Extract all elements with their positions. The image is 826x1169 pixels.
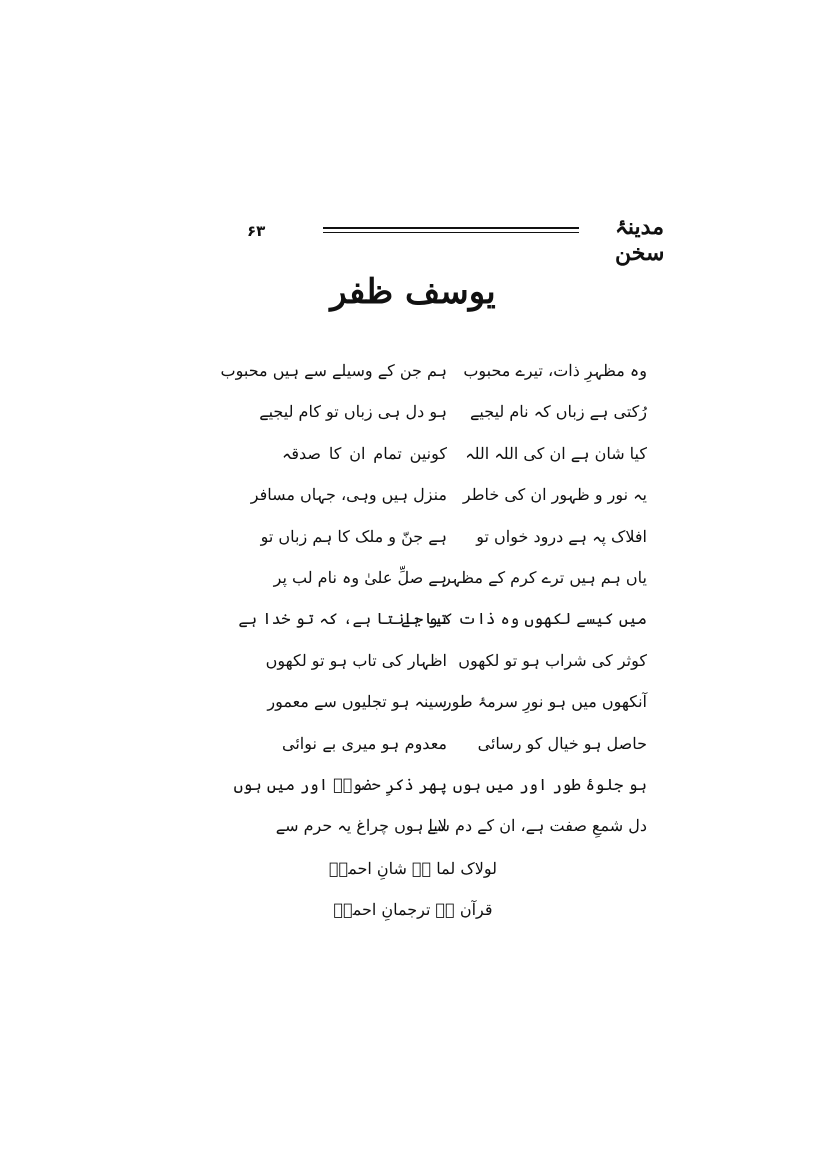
couplet	[0, 398, 826, 439]
misra-first: حاصل ہو خیال کو رسائی	[477, 733, 647, 753]
couplet	[0, 605, 826, 646]
header-double-rule	[323, 227, 579, 233]
misra-first: کیا شان ہے ان کی اللہ اللہ	[465, 443, 647, 463]
running-title: مدینۂ سخن	[615, 214, 665, 266]
couplet	[0, 730, 826, 771]
misra-first: میں کیسے لکھوں وہ ذات کیا ہے	[400, 609, 647, 629]
couplet	[0, 523, 826, 564]
misra-second: ہو دل ہی زباں تو کام لیجیے	[259, 402, 447, 422]
page-header	[0, 210, 826, 266]
misra-first: یہ نور و ظہور ان کی خاطر	[462, 485, 647, 505]
misra-second: معدوم ہو میری بے نوائی	[282, 733, 447, 753]
misra-second: تو جانتا ہے، کہ تو خدا ہے	[238, 609, 447, 629]
couplet	[0, 481, 826, 522]
misra-second: لایا ہوں چراغ یہ حرم سے	[275, 816, 447, 836]
misra-second: سینہ ہو تجلیوں سے معمور	[267, 692, 447, 712]
misra-second: منزل ہیں وہی، جہاں مسافر	[250, 485, 447, 505]
closing-line: قرآن ہے ترجمانِ احمدؐ	[333, 900, 493, 919]
misra-second: پھر ذکرِ حضورؐ اور میں ہوں	[233, 774, 447, 794]
misra-first: یاں ہم ہیں ترے کرم کے مظہر	[443, 567, 647, 587]
couplet	[0, 812, 826, 853]
couplet	[0, 771, 826, 812]
closing-line: لولاک لما ہے شانِ احمدؐ	[329, 859, 497, 878]
misra-second: ہے صلِّ علیٰ وہ نام لب پر	[273, 567, 447, 587]
misra-first: افلاک پہ ہے درود خواں تو	[476, 526, 647, 546]
page-number: ۶۳	[247, 222, 266, 240]
misra-first: ہو جلوۂ طور اور میں ہوں	[452, 774, 647, 794]
couplet	[0, 688, 826, 729]
misra-first: رُکتی ہے زباں کہ نام لیجیے	[470, 402, 647, 422]
poet-name: یوسف ظفر	[330, 272, 496, 312]
misra-second: ہم جن کے وسیلے سے ہیں محبوب	[220, 361, 447, 380]
misra-second: اظہار کی تاب ہو تو لکھوں	[265, 650, 447, 670]
couplet	[0, 647, 826, 688]
poem-body	[0, 357, 826, 854]
misra-second: کونین تمام ان کا صدقہ	[282, 443, 447, 463]
couplet	[0, 564, 826, 605]
misra-first: دل شمعِ صفت ہے، ان کے دم سے	[427, 816, 647, 836]
misra-second: ہے جنّ و ملک کا ہم زباں تو	[260, 526, 447, 546]
couplet	[0, 357, 826, 398]
misra-first: کوثر کی شراب ہو تو لکھوں	[458, 650, 647, 670]
misra-first: آنکھوں میں ہو نورِ سرمۂ طور	[443, 692, 647, 712]
couplet	[0, 440, 826, 481]
misra-first: وہ مظہرِ ذات، تیرے محبوب	[463, 361, 647, 380]
closing-couplet	[0, 855, 826, 937]
